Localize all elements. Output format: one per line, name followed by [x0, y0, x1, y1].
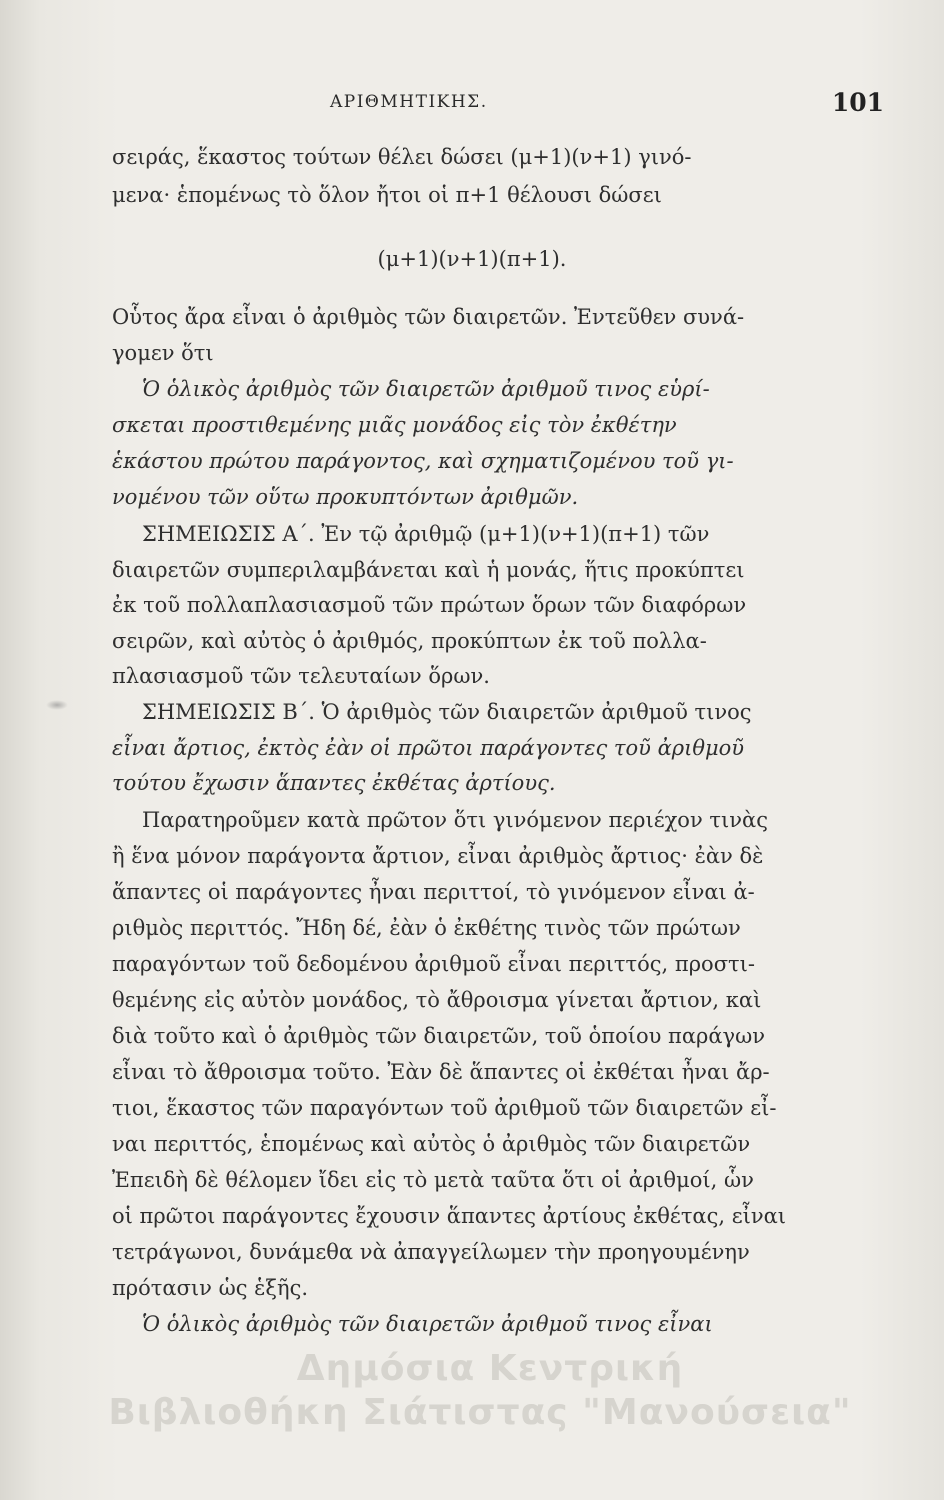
text-line: μενα· ἑπομένως τὸ ὅλον ἤτοι οἱ π+1 θέλουσι δώσει	[112, 183, 662, 207]
text-line: θεμένης εἰς αὐτὸν μονάδος, τὸ ἄθροισμα γίνεται ἄρτιον, καὶ	[112, 988, 762, 1012]
text-line: ἅπαντες οἱ παράγοντες ἦναι περιττοί, τὸ γινόμενον εἶναι ἀ-	[112, 880, 755, 904]
text-line: ριθμὸς περιττός. Ἤδη δέ, ἐὰν ὁ ἐκθέτης τινὸς τῶν πρώτων	[112, 916, 741, 940]
page-header	[110, 88, 890, 122]
text-line: οἱ πρῶτοι παράγοντες ἔχουσιν ἅπαντες ἀρτίους ἐκθέτας, εἶναι	[112, 1204, 787, 1228]
theorem-line: Ὁ ὁλικὸς ἀριθμὸς τῶν διαιρετῶν ἀριθμοῦ τινος εἶναι	[142, 1312, 713, 1336]
text-line: σειρῶν, καὶ αὐτὸς ὁ ἀριθμός, προκύπτων ἐκ τοῦ πολλα-	[112, 629, 707, 653]
text-line: γομεν ὅτι	[112, 341, 214, 365]
text-line: Ἐπειδὴ δὲ θέλομεν ἴδει εἰς τὸ μετὰ ταῦτα ὅτι οἱ ἀριθμοί, ὧν	[112, 1168, 754, 1192]
note-a-heading-line: ΣΗΜΕΙΩΣΙΣ Α΄. Ἐν τῷ ἀριθμῷ (μ+1)(ν+1)(π+1) τῶν	[142, 522, 710, 546]
text-line: παραγόντων τοῦ δεδομένου ἀριθμοῦ εἶναι περιττός, προστι-	[112, 952, 755, 976]
text-line: εἶναι τὸ ἄθροισμα τοῦτο. Ἐὰν δὲ ἅπαντες οἱ ἐκθέται ἦναι ἄρ-	[112, 1060, 770, 1084]
text-line: Παρατηροῦμεν κατὰ πρῶτον ὅτι γινόμενον περιέχον τινὰς	[142, 808, 768, 832]
text-line: Οὗτος ἄρα εἶναι ὁ ἀριθμὸς τῶν διαιρετῶν. Ἐντεῦθεν συνά-	[112, 305, 745, 329]
theorem-line: ἑκάστου πρώτου παράγοντος, καὶ σχηματιζομένου τοῦ γι-	[112, 449, 734, 473]
formula-line: (μ+1)(ν+1)(π+1).	[377, 247, 567, 271]
running-head: ΑΡΙΘΜΗΤΙΚΗΣ.	[330, 92, 488, 112]
page-number: 101	[831, 88, 884, 117]
text-line: πλασιασμοῦ τῶν τελευταίων ὅρων.	[112, 664, 490, 688]
text-line: σειράς, ἕκαστος τούτων θέλει δώσει (μ+1)(ν+1) γινό-	[112, 145, 692, 169]
text-line: ἐκ τοῦ πολλαπλασιασμοῦ τῶν πρώτων ὅρων τῶν διαφόρων	[112, 593, 747, 617]
paper-smudge	[46, 700, 68, 710]
text-line: τιοι, ἕκαστος τῶν παραγόντων τοῦ ἀριθμοῦ τῶν διαιρετῶν εἶ-	[112, 1096, 777, 1120]
theorem-line: νομένου τῶν οὕτω προκυπτόντων ἀριθμῶν.	[112, 485, 579, 509]
text-line: ἢ ἕνα μόνον παράγοντα ἄρτιον, εἶναι ἀριθμὸς ἄρτιος· ἐὰν δὲ	[112, 844, 764, 868]
library-watermark-line2: Βιβλιοθήκη Σιάτιστας "Μανούσεια"	[108, 1392, 852, 1433]
text-line: πρότασιν ὡς ἑξῆς.	[112, 1276, 309, 1300]
library-watermark-line1: Δημόσια Κεντρική	[296, 1348, 684, 1389]
theorem-line: σκεται προστιθεμένης μιᾶς μονάδος εἰς τὸν ἐκθέτην	[112, 413, 677, 437]
text-line: διὰ τοῦτο καὶ ὁ ἀριθμὸς τῶν διαιρετῶν, τοῦ ὁποίου παράγων	[112, 1024, 765, 1048]
text-line: διαιρετῶν συμπεριλαμβάνεται καὶ ἡ μονάς, ἥτις προκύπτει	[112, 558, 745, 582]
text-line: ναι περιττός, ἑπομένως καὶ αὐτὸς ὁ ἀριθμὸς τῶν διαιρετῶν	[112, 1132, 751, 1156]
text-line: τετράγωνοι, δυνάμεθα νὰ ἀπαγγείλωμεν τὴν προηγουμένην	[112, 1240, 750, 1264]
theorem-line: τούτου ἔχωσιν ἅπαντες ἐκθέτας ἀρτίους.	[112, 771, 556, 795]
theorem-line: Ὁ ὁλικὸς ἀριθμὸς τῶν διαιρετῶν ἀριθμοῦ τινος εὑρί-	[142, 377, 710, 401]
note-b-heading-line: ΣΗΜΕΙΩΣΙΣ Β΄. Ὁ ἀριθμὸς τῶν διαιρετῶν ἀριθμοῦ τινος	[142, 700, 752, 724]
theorem-line: εἶναι ἄρτιος, ἐκτὸς ἐὰν οἱ πρῶτοι παράγοντες τοῦ ἀριθμοῦ	[112, 736, 745, 760]
